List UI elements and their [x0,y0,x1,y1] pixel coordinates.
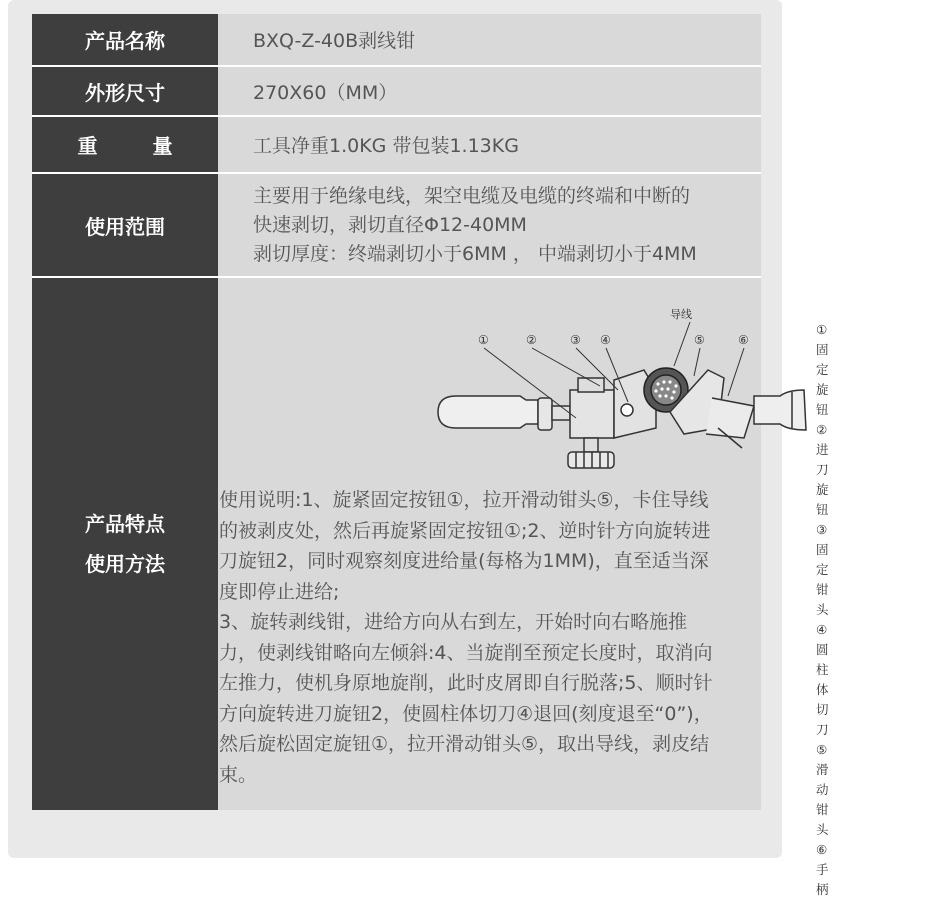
usage-instructions [219,485,719,790]
callout-5: ⑤ [694,333,705,347]
diagram-legend [816,320,829,900]
row-value: BXQ-Z-40B剥线钳 [220,14,761,65]
legend-item: ④ 圆柱体切刀 [816,622,829,737]
row-value: 270X60（MM） [220,67,761,115]
row-label: 重 量 [32,117,218,172]
legend-item: ② 进刀旋钮 [816,422,829,517]
wire-stripper-illustration [408,278,949,478]
callout-6: ⑥ [738,333,749,347]
row-value: 工具净重1.0KG 带包装1.13KG [220,117,761,172]
callout-1: ① [478,333,489,347]
row-label: 外形尺寸 [32,67,218,115]
row-label: 使用范围 [32,174,218,276]
callout-3: ③ [570,333,581,347]
callout-4: ④ [600,333,611,347]
instruction-paragraph: 3、旋转剥线钳，进给方向从右到左，开始时向右略施推力，使剥线钳略向左倾斜:4、当旋削至预定长度时，取消向左推力，使机身原地旋削，此时皮屑即自行脱落;5、顺时针方向旋转进刀旋钮2，使圆柱体切刀④退回(刻度退至“0”)，然后旋松固定旋钮①，拉开滑动钳头⑤，取出导线，剥皮结束。 [219,611,713,786]
spec-row-size [32,67,761,115]
scope-line: 主要用于绝缘电线，架空电缆及电缆的终端和中断的 [253,184,691,207]
scope-line: 快速剥切，剥切直径Φ12-40MM [253,213,527,236]
legend-item: ① 固定旋钮 [816,322,829,417]
instruction-paragraph: 使用说明:1、旋紧固定按钮①，拉开滑动钳头⑤，卡住导线的被剥皮处，然后再旋紧固定按钮①;2、逆时针方向旋转进刀旋钮2，同时观察刻度进给量(每格为1MM)，直至适当深度即停止进给; [219,489,711,603]
spec-row-scope [32,174,761,276]
spec-row-weight [32,117,761,172]
row-value [220,174,761,276]
row-label: 产品名称 [32,14,218,65]
legend-item: ③ 固定钳头 [816,522,829,617]
spec-row-name [32,14,761,65]
legend-item: ⑥ 手柄 [816,842,829,897]
legend-item: ⑤ 滑动钳头 [816,742,829,837]
scope-line: 剥切厚度：终端剥切小于6MM ， 中端剥切小于4MM [253,242,697,265]
row-label: 产品特点 使用方法 [32,278,218,810]
callout-2: ② [526,333,537,347]
wire-label: 导线 [670,308,692,321]
